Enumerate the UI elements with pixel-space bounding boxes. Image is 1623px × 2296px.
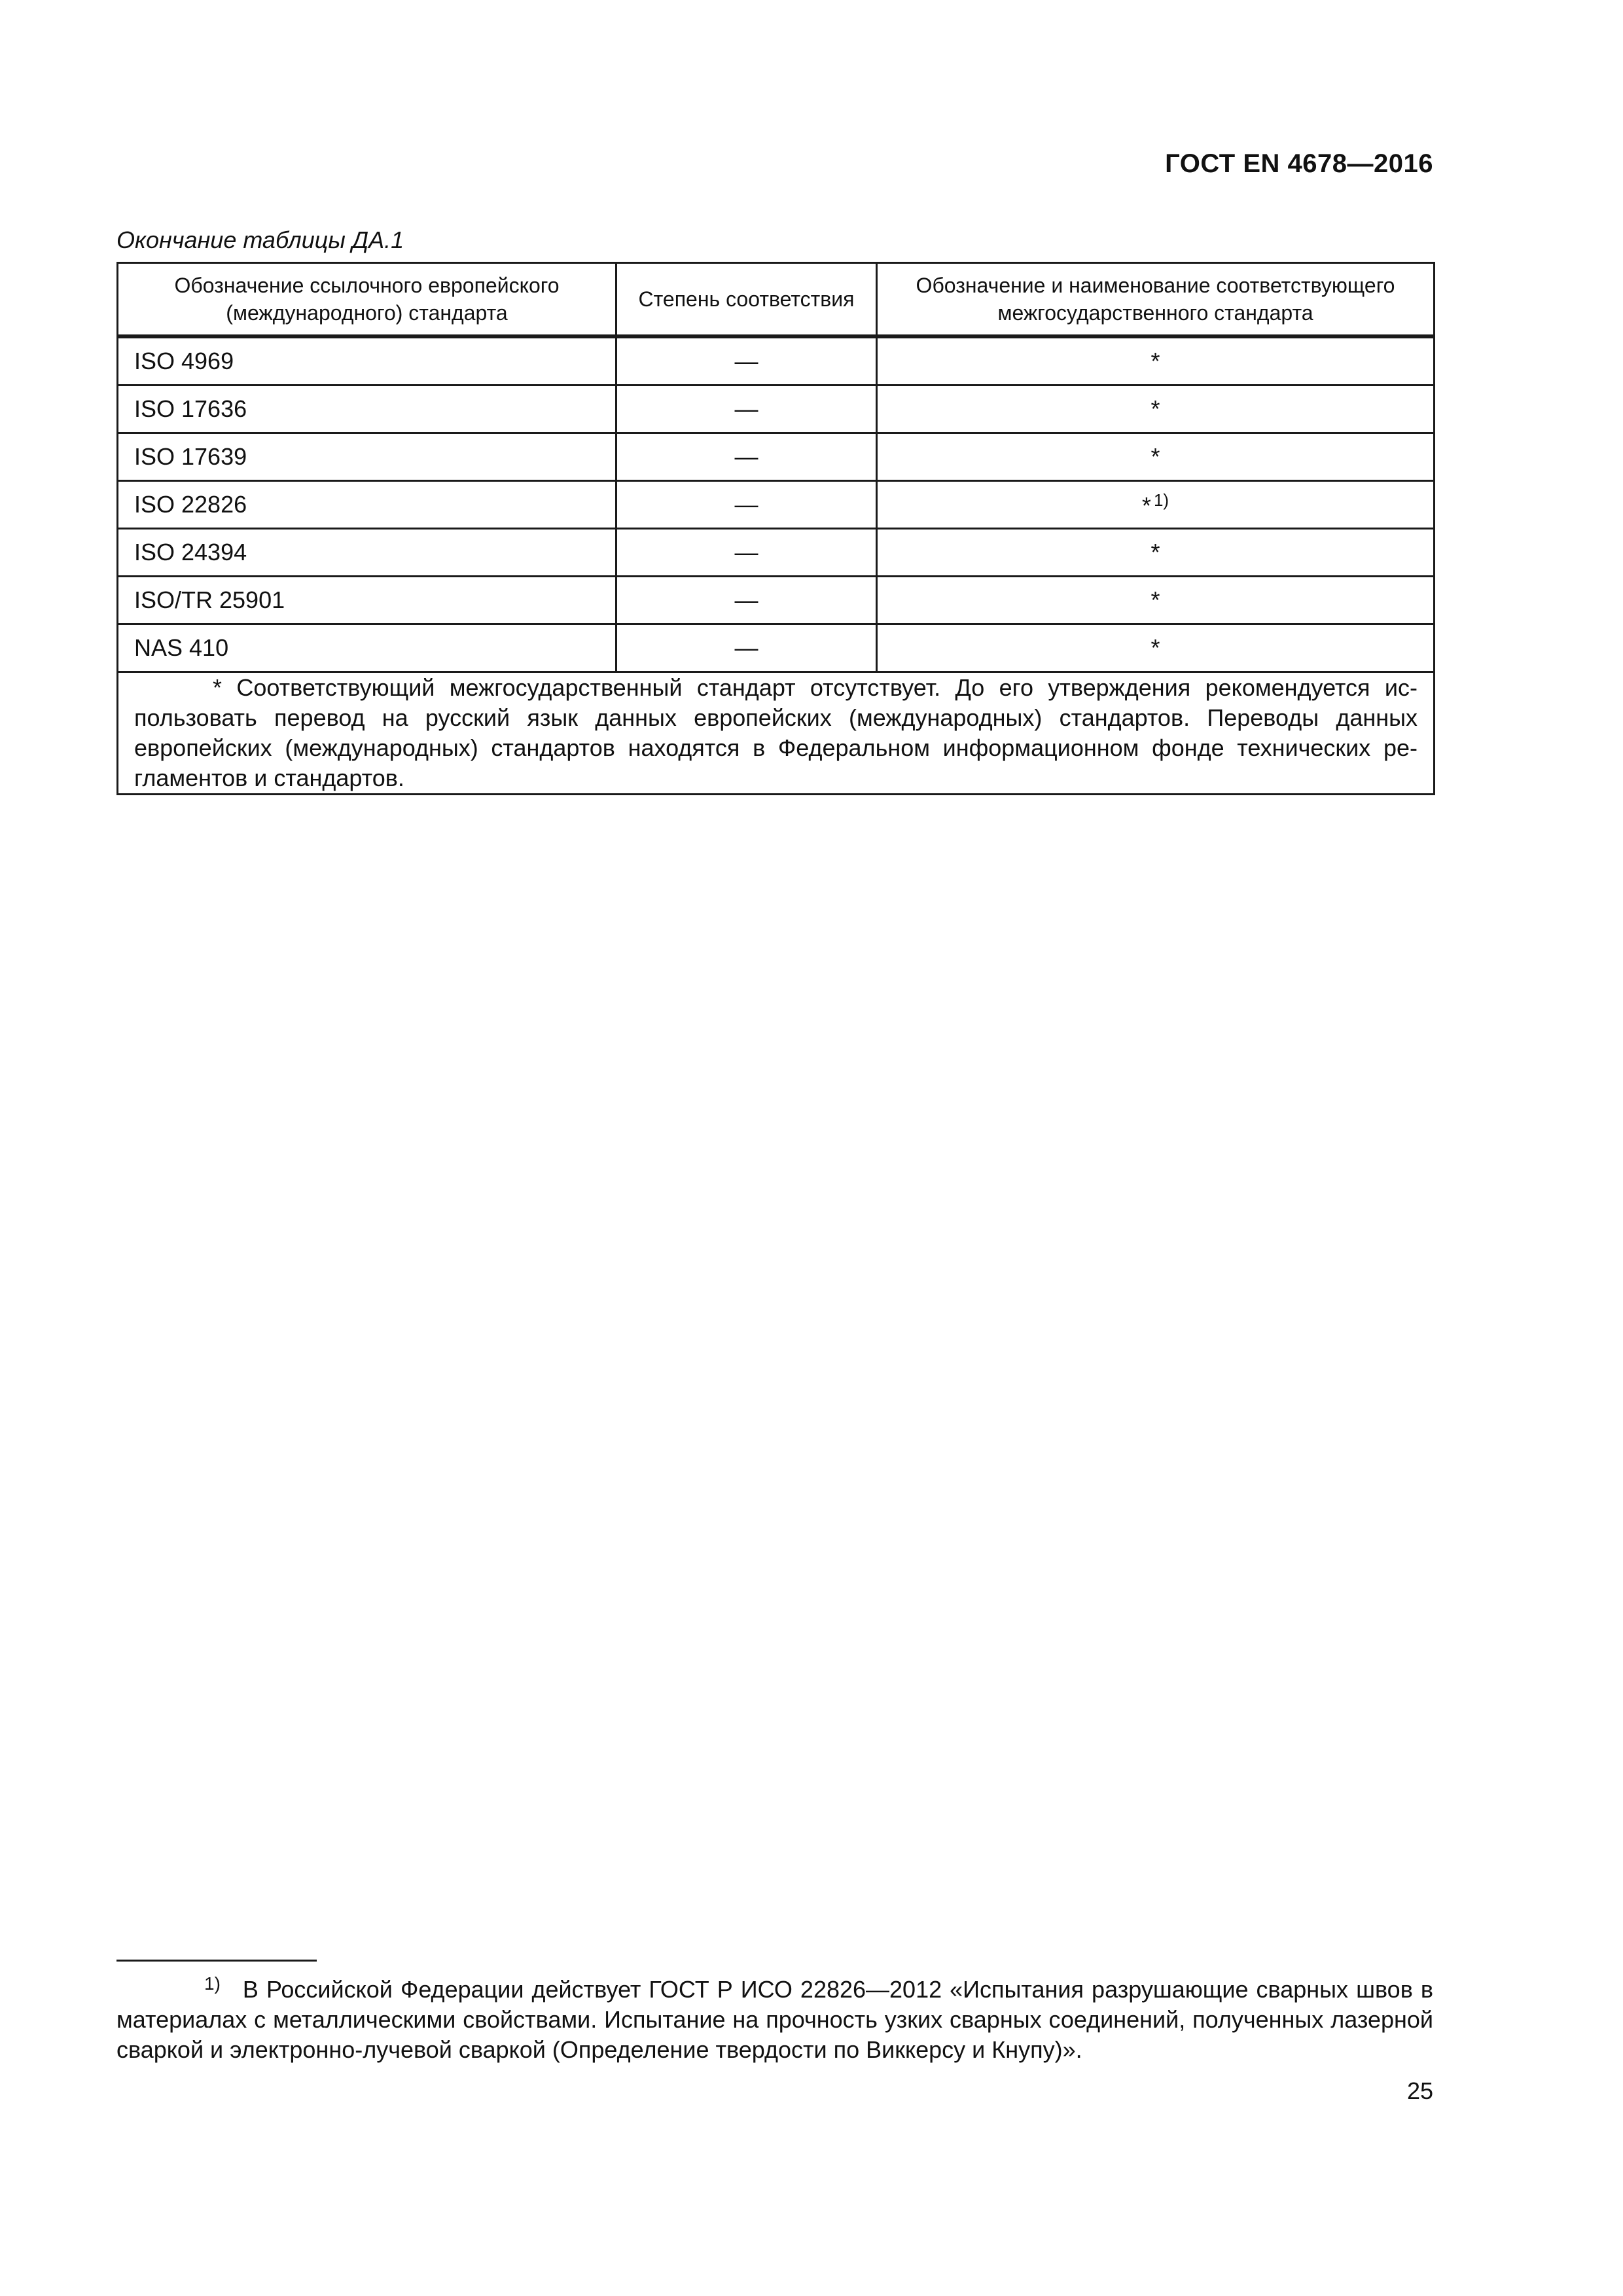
- table-row: [118, 529, 1435, 577]
- footnote: [116, 1969, 1433, 2065]
- gost-cell: [877, 624, 1435, 672]
- table-body: [118, 336, 1435, 795]
- degree-cell: —: [616, 386, 877, 433]
- degree-cell: —: [616, 336, 877, 386]
- footnote-divider: [116, 1960, 317, 1962]
- standard-code-cell: ISO 4969: [118, 336, 616, 386]
- gost-cell: [877, 336, 1435, 386]
- standard-code-cell: ISO 22826: [118, 481, 616, 529]
- gost-cell: [877, 577, 1435, 624]
- column-header-degree: Степень соответствия: [616, 263, 877, 337]
- column-header-interstate-standard: Обозначение и наименование соответствующего межгосударственного стандарта: [877, 263, 1435, 337]
- table-note: * Соответствующий межгосударственный стандарт отсутствует. До его утверждения рекомендуется использовать перевод на русский язык данных европейских (международных) стандартов. Переводы данных европейских (международных) стандартов находятся в Федеральном информационном фонде технических регламентов и стандартов.: [118, 672, 1435, 795]
- document-code: ГОСТ EN 4678—2016: [1165, 149, 1433, 178]
- standard-code-cell: ISO 24394: [118, 529, 616, 577]
- table-header-row: [118, 263, 1435, 337]
- table-caption: Окончание таблицы ДА.1: [116, 226, 404, 253]
- gost-value: *: [1150, 586, 1160, 613]
- degree-cell: —: [616, 433, 877, 481]
- gost-cell: [877, 386, 1435, 433]
- gost-value: *: [1150, 395, 1160, 422]
- standard-code-cell: NAS 410: [118, 624, 616, 672]
- gost-value: *: [1150, 348, 1160, 374]
- gost-value: *: [1141, 492, 1151, 519]
- table-row: [118, 433, 1435, 481]
- standard-code-cell: ISO 17636: [118, 386, 616, 433]
- degree-cell: —: [616, 577, 877, 624]
- table-row: [118, 624, 1435, 672]
- degree-cell: —: [616, 481, 877, 529]
- table-row: [118, 336, 1435, 386]
- gost-value: *: [1150, 443, 1160, 470]
- table-note-row: [118, 672, 1435, 795]
- standard-code-cell: ISO/TR 25901: [118, 577, 616, 624]
- footnote-reference: 1): [1153, 490, 1169, 510]
- table-row: [118, 481, 1435, 529]
- reference-standards-table: [116, 262, 1435, 795]
- degree-cell: —: [616, 624, 877, 672]
- gost-cell: [877, 481, 1435, 529]
- table-header: [118, 263, 1435, 337]
- footnote-text: В Российской Федерации действует ГОСТ Р ИСО 22826—2012 «Испытания разрушающие сварных швов в материалах с металлическими свойствами. Испытание на прочность узких сварных соединений, полученных лазерной сваркой и электронно-лучевой сваркой (Определение твердости по Виккерсу и Кнупу)».: [116, 1976, 1433, 2063]
- footnote-mark: 1): [204, 1973, 221, 1994]
- gost-value: *: [1150, 539, 1160, 565]
- gost-value: *: [1150, 634, 1160, 661]
- gost-cell: [877, 529, 1435, 577]
- gost-cell: [877, 433, 1435, 481]
- standard-code-cell: ISO 17639: [118, 433, 616, 481]
- column-header-reference-standard: Обозначение ссылочного европейского (международного) стандарта: [118, 263, 616, 337]
- page-number: 25: [1406, 2077, 1433, 2104]
- table-row: [118, 386, 1435, 433]
- degree-cell: —: [616, 529, 877, 577]
- table-row: [118, 577, 1435, 624]
